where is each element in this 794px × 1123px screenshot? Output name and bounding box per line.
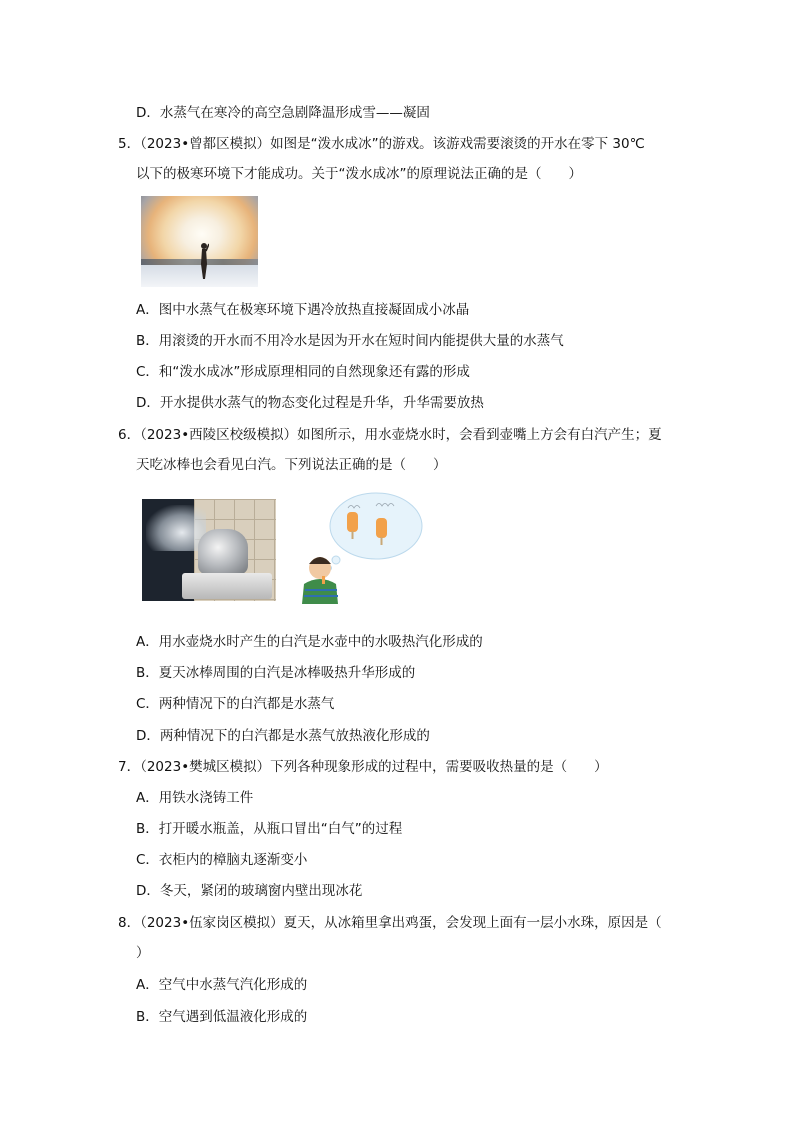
q5-option-c: C．和“泼水成冰”形成原理相同的自然现象还有露的形成 [136, 364, 470, 380]
q6-option-d: D．两种情况下的白汽都是水蒸气放热液化形成的 [136, 728, 430, 744]
q8-stem-line1: 8．（2023•伍家岗区模拟）夏天，从冰箱里拿出鸡蛋，会发现上面有一层小水珠，原因是（ [118, 915, 662, 931]
q6-photo-steam [146, 505, 206, 551]
q5-stem-line2: 以下的极寒环境下才能成功。关于“泼水成冰”的原理说法正确的是（ ） [136, 166, 582, 182]
q7-option-c: C．衣柜内的樟脑丸逐渐变小 [136, 852, 308, 868]
q6-photo-stove [182, 573, 272, 599]
q5-option-b: B．用滚烫的开水而不用冷水是因为开水在短时间内能提供大量的水蒸气 [136, 333, 564, 349]
q5-stem-line1: 5．（2023•曾都区模拟）如图是“泼水成冰”的游戏。该游戏需要滚烫的开水在零下 30℃ [118, 136, 645, 152]
q7-option-d: D．冬天，紧闭的玻璃窗内壁出现冰花 [136, 883, 363, 899]
q5-option-d: D．开水提供水蒸气的物态变化过程是升华，升华需要放热 [136, 395, 484, 411]
q6-option-b: B．夏天冰棒周围的白汽是冰棒吸热升华形成的 [136, 665, 416, 681]
q6-option-c: C．两种情况下的白汽都是水蒸气 [136, 696, 335, 712]
q5-photo-water-to-ice [141, 196, 258, 287]
q8-option-b: B．空气遇到低温液化形成的 [136, 1009, 308, 1025]
q8-option-a: A．空气中水蒸气汽化形成的 [136, 977, 308, 993]
q5-option-a: A．图中水蒸气在极寒环境下遇冷放热直接凝固成小冰晶 [136, 302, 470, 318]
prev-option-d: D．水蒸气在寒冷的高空急剧降温形成雪——凝固 [136, 105, 430, 121]
q7-option-b: B．打开暖水瓶盖，从瓶口冒出“白气”的过程 [136, 821, 403, 837]
q7-stem-line1: 7．（2023•樊城区模拟）下列各种现象形成的过程中，需要吸收热量的是（ ） [118, 759, 608, 775]
q6-cartoon-boy-ice-pops [296, 490, 426, 604]
q6-photo-kettle-body [198, 529, 248, 575]
q6-stem-line2: 天吃冰棒也会看见白汽。下列说法正确的是（ ） [136, 457, 447, 473]
q5-photo-person [199, 242, 209, 280]
q6-option-a: A．用水壶烧水时产生的白汽是水壶中的水吸热汽化形成的 [136, 634, 483, 650]
q8-stem-line2: ） [136, 945, 150, 961]
q6-stem-line1: 6．（2023•西陵区校级模拟）如图所示，用水壶烧水时，会看到壶嘴上方会有白汽产生；夏 [118, 427, 662, 443]
q6-photo-kettle [142, 499, 276, 601]
q7-option-a: A．用铁水浇铸工件 [136, 790, 254, 806]
